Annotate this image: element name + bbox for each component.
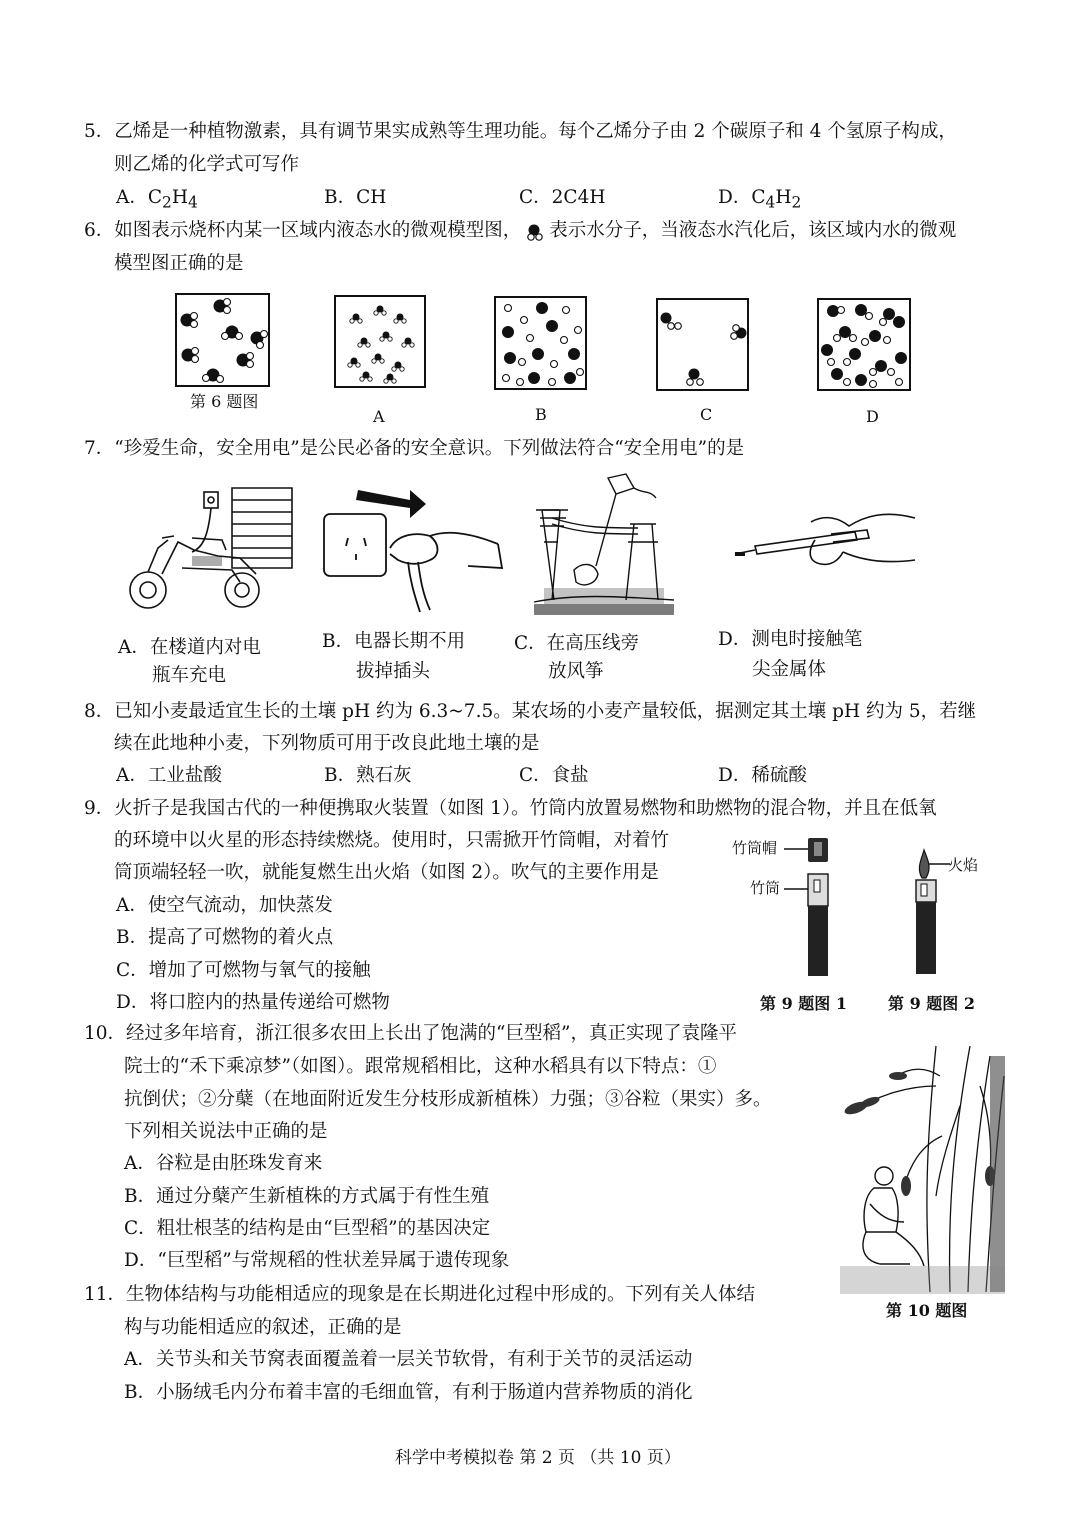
- q6-caption-b: B: [535, 405, 547, 424]
- q10-figure-giant-rice: [840, 1046, 1005, 1294]
- q9-figure-1-fire-starter: [784, 834, 834, 979]
- q7-figure-b-unplug: [318, 488, 508, 618]
- q9-caption-figure-1: 第 9 题图 1: [760, 994, 847, 1013]
- q10-option-c: C．粗壮根茎的结构是由“巨型稻”的基因决定: [124, 1218, 491, 1239]
- q6-caption-a: A: [373, 407, 385, 426]
- q7-option-c-line2: 放风筝: [548, 661, 604, 682]
- q6-caption-c: C: [700, 405, 713, 424]
- q6-figure-original: [175, 293, 270, 387]
- q9-option-d: D．将口腔内的热量传递给可燃物: [116, 992, 390, 1013]
- q5-option-c: C．2C4H: [519, 187, 606, 208]
- q6-option-d-figure: [817, 298, 911, 391]
- q6-option-c-figure: [656, 298, 749, 391]
- q7-line1: 7．“珍爱生命，安全用电”是公民必备的安全意识。下列做法符合“安全用电”的是: [84, 438, 745, 459]
- q11-line1: 11．生物体结构与功能相适应的现象是在长期进化过程中形成的。下列有关人体结: [84, 1284, 756, 1305]
- q9-label-flame: 火焰: [948, 856, 979, 874]
- q6-line1: 6．如图表示烧杯内某一区域内液态水的微观模型图， 表示水分子，当液态水汽化后，该区域内水的微观: [84, 220, 957, 241]
- q9-option-c: C．增加了可燃物与氧气的接触: [116, 960, 371, 981]
- q9-line1: 9．火折子是我国古代的一种便携取火装置（如图 1）。竹筒内放置易燃物和助燃物的混合物，并且在低氧: [84, 798, 937, 819]
- q10-option-a: A．谷粒是由胚珠发育来: [124, 1153, 323, 1174]
- q11-option-b: B．小肠绒毛内分布着丰富的毛细血管，有利于肠道内营养物质的消化: [124, 1382, 693, 1403]
- q6-caption-d: D: [866, 407, 879, 426]
- q8-option-b: B．熟石灰: [324, 765, 412, 786]
- water-molecule-icon: [521, 222, 549, 240]
- q8-line2: 续在此地种小麦，下列物质可用于改良此地土壤的是: [114, 733, 540, 754]
- q6-line2: 模型图正确的是: [114, 253, 244, 274]
- q10-line1: 10．经过多年培育，浙江很多农田上长出了饱满的“巨型稻”，真正实现了袁隆平: [84, 1023, 737, 1044]
- q5-option-d: D．$C_4H_2$: [718, 187, 802, 212]
- q7-option-c-line1: C．在高压线旁: [514, 633, 640, 654]
- q7-figure-d-test-pen: [735, 490, 915, 585]
- q8-option-a: A．工业盐酸: [116, 765, 222, 786]
- q9-figure-2-flame: [906, 848, 956, 978]
- q7-option-a-line2: 瓶车充电: [152, 665, 227, 686]
- q9-line2: 的环境中以火星的形态持续燃烧。使用时，只需掀开竹筒帽，对着竹: [114, 830, 670, 851]
- q7-option-b-line2: 拔掉插头: [356, 661, 431, 682]
- q10-option-b: B．通过分蘖产生新植株的方式属于有性生殖: [124, 1186, 490, 1207]
- q10-option-d: D．“巨型稻”与常规稻的性状差异属于遗传现象: [124, 1250, 510, 1271]
- q6-option-b-figure: [494, 296, 587, 390]
- q9-line3: 筒顶端轻轻一吹，就能复燃生出火焰（如图 2）。吹气的主要作用是: [114, 862, 659, 883]
- q5-option-b: B．CH: [324, 187, 387, 208]
- q6-caption-figure: 第 6 题图: [190, 392, 259, 411]
- q11-option-a: A．关节头和关节窝表面覆盖着一层关节软骨，有利于关节的灵活运动: [124, 1349, 693, 1370]
- page-footer: 科学中考模拟卷 第 2 页 （共 10 页）: [395, 1448, 681, 1468]
- q9-option-a: A．使空气流动，加快蒸发: [116, 895, 333, 916]
- q11-line2: 构与功能相适应的叙述，正确的是: [124, 1317, 402, 1338]
- q8-line1: 8．已知小麦最适宜生长的土壤 pH 约为 6.3~7.5。某农场的小麦产量较低，据测定其土壤 pH 约为 5，若继: [84, 701, 977, 722]
- q10-line3: 抗倒伏；②分蘖（在地面附近发生分枝形成新植株）力强；③谷粒（果实）多。: [124, 1089, 772, 1110]
- q9-option-b: B．提高了可燃物的着火点: [116, 927, 334, 948]
- q8-option-c: C．食盐: [519, 765, 589, 786]
- q7-option-d-line2: 尖金属体: [752, 659, 827, 680]
- q7-figure-a-ebike: [122, 478, 297, 618]
- q7-option-a-line1: A．在楼道内对电: [118, 637, 261, 658]
- q10-line2: 院士的“禾下乘凉梦”（如图）。跟常规稻相比，这种水稻具有以下特点：①: [124, 1056, 717, 1077]
- q8-option-d: D．稀硫酸: [718, 765, 807, 786]
- q7-figure-c-kite: [534, 470, 674, 615]
- q9-caption-figure-2: 第 9 题图 2: [888, 994, 975, 1013]
- q10-caption: 第 10 题图: [886, 1301, 968, 1320]
- q7-option-d-line1: D．测电时接触笔: [718, 629, 863, 650]
- q9-label-tube: 竹筒: [750, 879, 781, 897]
- q9-label-cap: 竹筒帽: [732, 839, 778, 857]
- q6-option-a-figure: [334, 295, 426, 388]
- q5-option-a: A．$C_2H_4$: [116, 187, 198, 212]
- q5-line2: 则乙烯的化学式可写作: [114, 154, 300, 175]
- q10-line4: 下列相关说法中正确的是: [124, 1121, 328, 1142]
- q5-line1: 5．乙烯是一种植物激素，具有调节果实成熟等生理功能。每个乙烯分子由 2 个碳原子和 4 个氢原子构成，: [84, 121, 957, 142]
- q7-option-b-line1: B．电器长期不用: [322, 631, 466, 652]
